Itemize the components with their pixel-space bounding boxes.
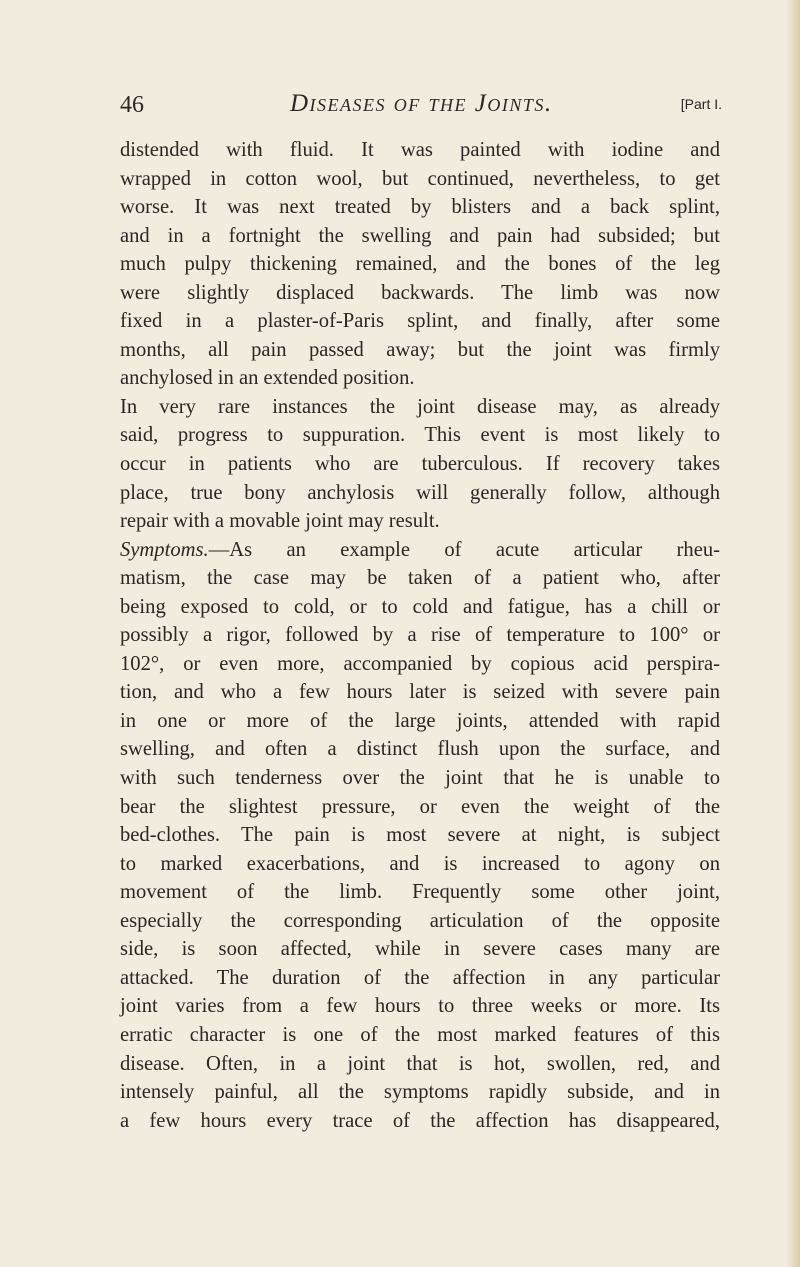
paragraph-2 bbox=[120, 393, 720, 536]
text-line: place, true bony anchylosis will generally follow, although bbox=[120, 481, 720, 504]
text-line: In very rare instances the joint disease may, as already bbox=[120, 395, 720, 418]
text-line: occur in patients who are tuberculous. If recovery takes bbox=[120, 453, 720, 476]
text-line: in one or more of the large joints, attended with rapid bbox=[120, 709, 720, 732]
text-line bbox=[120, 536, 720, 565]
text-line: bear the slightest pressure, or even the weight of the bbox=[120, 795, 720, 818]
text-line: repair with a movable joint may result. bbox=[120, 510, 440, 533]
text-line-rest: —As an example of acute articular rheu- bbox=[208, 538, 720, 561]
page-number: 46 bbox=[120, 92, 144, 118]
text-line: joint varies from a few hours to three weeks or more. Its bbox=[120, 995, 720, 1018]
text-line: being exposed to cold, or to cold and fatigue, has a chill or bbox=[120, 595, 720, 618]
text-line: to marked exacerbations, and is increased to agony on bbox=[120, 852, 720, 875]
text-line: tion, and who a few hours later is seized with severe pain bbox=[120, 681, 720, 704]
text-line: fixed in a plaster-of-Paris splint, and finally, after some bbox=[120, 310, 720, 333]
text-line: attacked. The duration of the affection in any particular bbox=[120, 966, 720, 989]
text-line: and in a fortnight the swelling and pain had subsided; but bbox=[120, 224, 720, 247]
text-line: disease. Often, in a joint that is hot, swollen, red, and bbox=[120, 1052, 720, 1075]
running-title: Diseases of the Joints. bbox=[290, 90, 553, 117]
text-line: swelling, and often a distinct flush upon the surface, and bbox=[120, 738, 720, 761]
text-line: especially the corresponding articulation of the opposite bbox=[120, 909, 720, 932]
body-text bbox=[120, 136, 720, 1135]
text-line: side, is soon affected, while in severe cases many are bbox=[120, 938, 720, 961]
part-label: [Part I. bbox=[680, 96, 722, 112]
text-line: matism, the case may be taken of a patient who, after bbox=[120, 567, 720, 590]
text-line: were slightly displaced backwards. The limb was now bbox=[120, 281, 720, 304]
text-line: 102°, or even more, accompanied by copious acid perspira- bbox=[120, 652, 720, 675]
section-heading: Symptoms. bbox=[120, 538, 209, 561]
text-line: intensely painful, all the symptoms rapidly subside, and in bbox=[120, 1081, 720, 1104]
text-line: worse. It was next treated by blisters and a back splint, bbox=[120, 196, 720, 219]
text-line: a few hours every trace of the affection has disappeared, bbox=[120, 1109, 720, 1132]
text-line: anchylosed in an extended position. bbox=[120, 367, 415, 390]
text-line: with such tenderness over the joint that he is unable to bbox=[120, 767, 720, 790]
text-line: months, all pain passed away; but the joint was firmly bbox=[120, 338, 720, 361]
text-line: bed-clothes. The pain is most severe at night, is subject bbox=[120, 824, 720, 847]
text-line: possibly a rigor, followed by a rise of temperature to 100° or bbox=[120, 624, 720, 647]
page-header bbox=[120, 88, 720, 122]
text-line: wrapped in cotton wool, but continued, nevertheless, to get bbox=[120, 167, 720, 190]
text-line: movement of the limb. Frequently some other joint, bbox=[120, 881, 720, 904]
text-line: distended with fluid. It was painted with iodine and bbox=[120, 139, 720, 161]
text-line: said, progress to suppuration. This event is most likely to bbox=[120, 424, 720, 447]
text-line: erratic character is one of the most marked features of this bbox=[120, 1023, 720, 1046]
paragraph-1 bbox=[120, 136, 720, 393]
text-line: much pulpy thickening remained, and the bones of the leg bbox=[120, 253, 720, 276]
page-edge bbox=[786, 0, 800, 1267]
paragraph-3 bbox=[120, 536, 720, 1135]
